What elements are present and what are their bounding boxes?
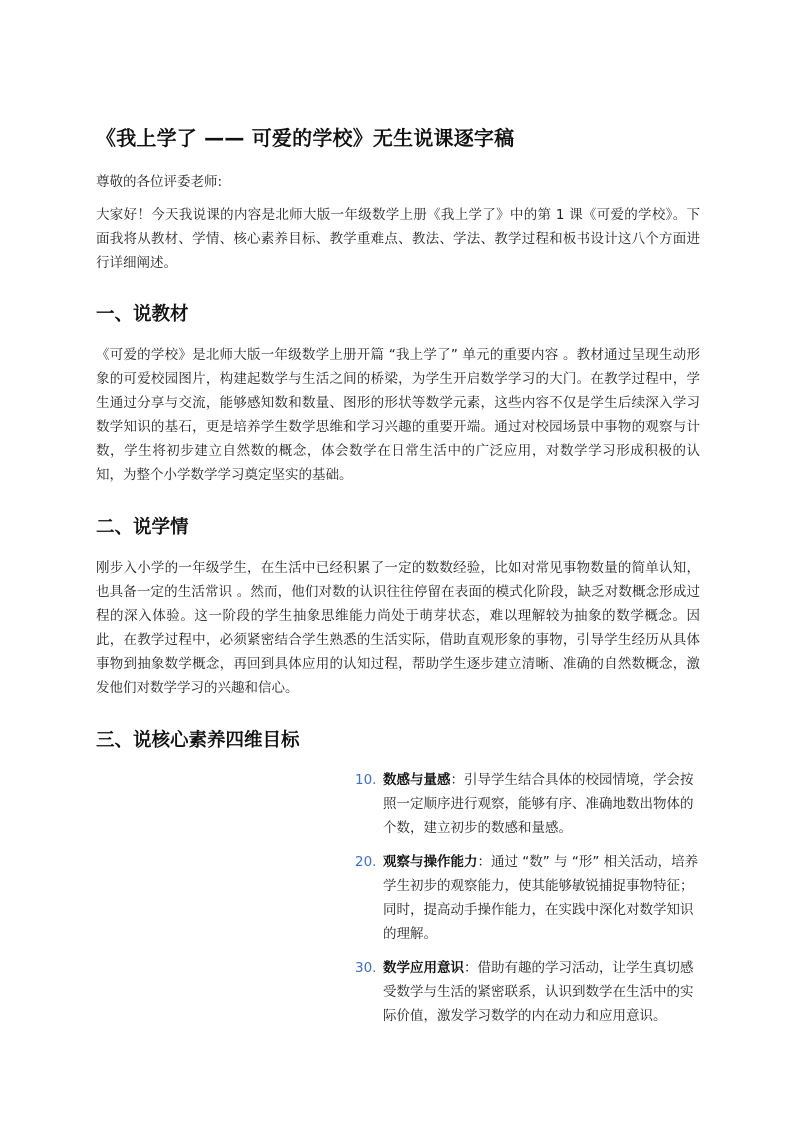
section-heading-textbook: 一、说教材 xyxy=(96,304,189,325)
list-number: 20. xyxy=(355,854,377,870)
goal-text: ：借助有趣的学习活动，让学生真切感受数学与生活的紧密联系，认识到数学在生活中的实际价值，激发学习数学的内在动力和应用意识。 xyxy=(383,960,694,1024)
intro-paragraph: 大家好！今天我说课的内容是北师大版一年级数学上册《我上学了》中的第 1 课《可爱的学校》。下面我将从教材、学情、核心素养目标、教学重难点、教法、学法、教学过程和板书设计这八个方面进行详细阐述。 xyxy=(96,207,700,271)
list-item xyxy=(355,768,700,840)
document-content xyxy=(96,118,700,1038)
goal-term: 数学应用意识 xyxy=(383,960,464,976)
list-number: 10. xyxy=(355,772,377,788)
document-title: 《我上学了 —— 可爱的学校》无生说课逐字稿 xyxy=(96,126,515,150)
goal-text: ：通过 “数” 与 “形” 相关活动，培养学生初步的观察能力，使其能够敏锐捕捉事物特征；同时，提高动手操作能力，在实践中深化对数学知识的理解。 xyxy=(383,854,699,942)
section-heading-goals: 三、说核心素养四维目标 xyxy=(96,730,300,751)
goals-list xyxy=(355,768,700,1028)
list-item xyxy=(355,850,700,946)
goal-term: 数感与量感 xyxy=(383,772,451,788)
list-number: 30. xyxy=(355,960,377,976)
section-body-students: 刚步入小学的一年级学生，在生活中已经积累了一定的数数经验，比如对常见事物数量的简单认知，也具备一定的生活常识 。然而，他们对数的认识往往停留在表面的模式化阶段，缺乏对数概念形成过程的深入体验。这一阶段的学生抽象思维能力尚处于萌芽状态，难以理解较为抽象的数学概念。因此，在教学过程中，必须紧密结合学生熟悉的生活实际，借助直观形象的事物，引导学生经历从具体事物到抽象数学概念，再回到具体应用的认知过程，帮助学生逐步建立清晰、准确的自然数概念，激发他们对数学学习的兴趣和信心。 xyxy=(96,560,700,696)
list-item xyxy=(355,956,700,1028)
goal-term: 观察与操作能力 xyxy=(383,854,478,870)
goal-text: ：引导学生结合具体的校园情境，学会按照一定顺序进行观察，能够有序、准确地数出物体的个数，建立初步的数感和量感。 xyxy=(383,772,694,836)
salutation: 尊敬的各位评委老师: xyxy=(96,174,223,190)
section-body-textbook: 《可爱的学校》是北师大版一年级数学上册开篇 “我上学了” 单元的重要内容 。教材通过呈现生动形象的可爱校园图片，构建起数学与生活之间的桥梁，为学生开启数学学习的大门。在教学过程中，学生通过分享与交流，能够感知数和数量、图形的形状等数学元素，这些内容不仅是学生后续深入学习数学知识的基石，更是培养学生数学思维和学习兴趣的重要开端。通过对校园场景中事物的观察与计数，学生将初步建立自然数的概念，体会数学在日常生活中的广泛应用，对数学学习形成积极的认知，为整个小学数学学习奠定坚实的基础。 xyxy=(96,347,700,483)
section-heading-students: 二、说学情 xyxy=(96,517,189,538)
